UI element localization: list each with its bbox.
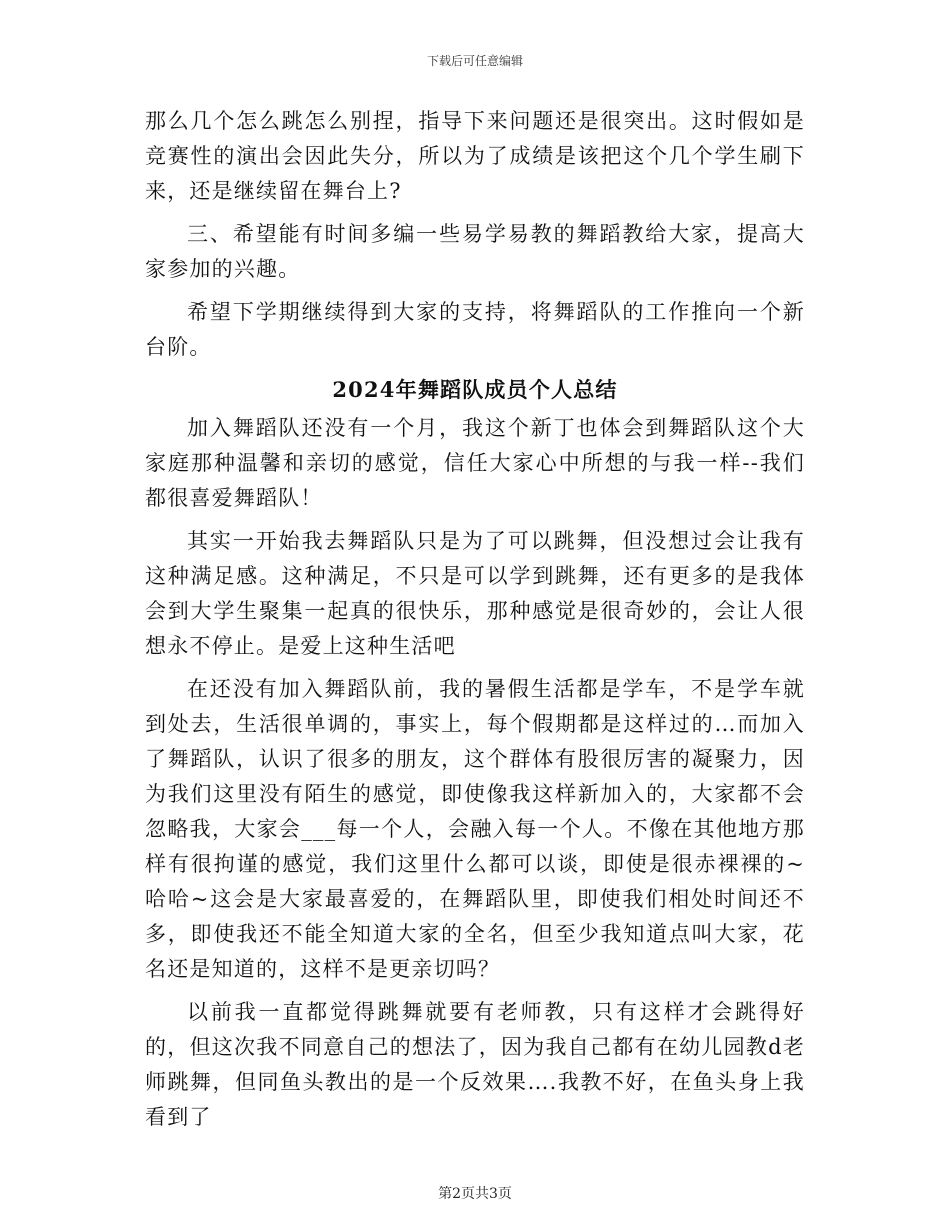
paragraph: 其实一开始我去舞蹈队只是为了可以跳舞，但没想过会让我有这种满足感。这种满足，不只是可以学到跳舞，还有更多的是我体会到大学生聚集一起真的很快乐，那种感觉是很奇妙的，会让人很想永不停止。是爱上这种生活吧	[145, 529, 805, 658]
paragraph: 加入舞蹈队还没有一个月，我这个新丁也体会到舞蹈队这个大家庭那种温馨和亲切的感觉，信任大家心中所想的与我一样--我们都很喜爱舞蹈队！	[145, 416, 805, 510]
paragraph: 希望下学期继续得到大家的支持，将舞蹈队的工作推向一个新台阶。	[145, 300, 805, 359]
page-header: 下载后可任意编辑	[426, 54, 523, 68]
section-title: 2024年舞蹈队成员个人总结	[332, 377, 618, 402]
page-footer: 第2页共3页	[438, 1186, 512, 1202]
document-body	[145, 104, 805, 1143]
paragraph: 在还没有加入舞蹈队前，我的暑假生活都是学车，不是学车就到处去，生活很单调的，事实上，每个假期都是这样过的…而加入了舞蹈队，认识了很多的朋友，这个群体有股很厉害的凝聚力，因为我们这里没有陌生的感觉，即使像我这样新加入的，大家都不会忽略我，大家会___每一个人，会融入每一个人。不像在其他地方那样有很拘谨的感觉，我们这里什么都可以谈，即使是很赤裸裸的~哈哈~这会是大家最喜爱的，在舞蹈队里，即使我们相处时间还不多，即使我还不能全知道大家的全名，但至少我知道点叫大家，花名还是知道的，这样不是更亲切吗？	[145, 677, 805, 981]
paragraph: 以前我一直都觉得跳舞就要有老师教，只有这样才会跳得好的，但这次我不同意自己的想法了，因为我自己都有在幼儿园教d老师跳舞，但同鱼头教出的是一个反效果….我教不好，在鱼头身上我看到了	[145, 1000, 805, 1129]
paragraph: 那么几个怎么跳怎么别捏，指导下来问题还是很突出。这时假如是竞赛性的演出会因此失分，所以为了成绩是该把这个几个学生刷下来，还是继续留在舞台上?	[145, 109, 805, 203]
paragraph: 三、希望能有时间多编一些易学易教的舞蹈教给大家，提高大家参加的兴趣。	[145, 222, 805, 281]
